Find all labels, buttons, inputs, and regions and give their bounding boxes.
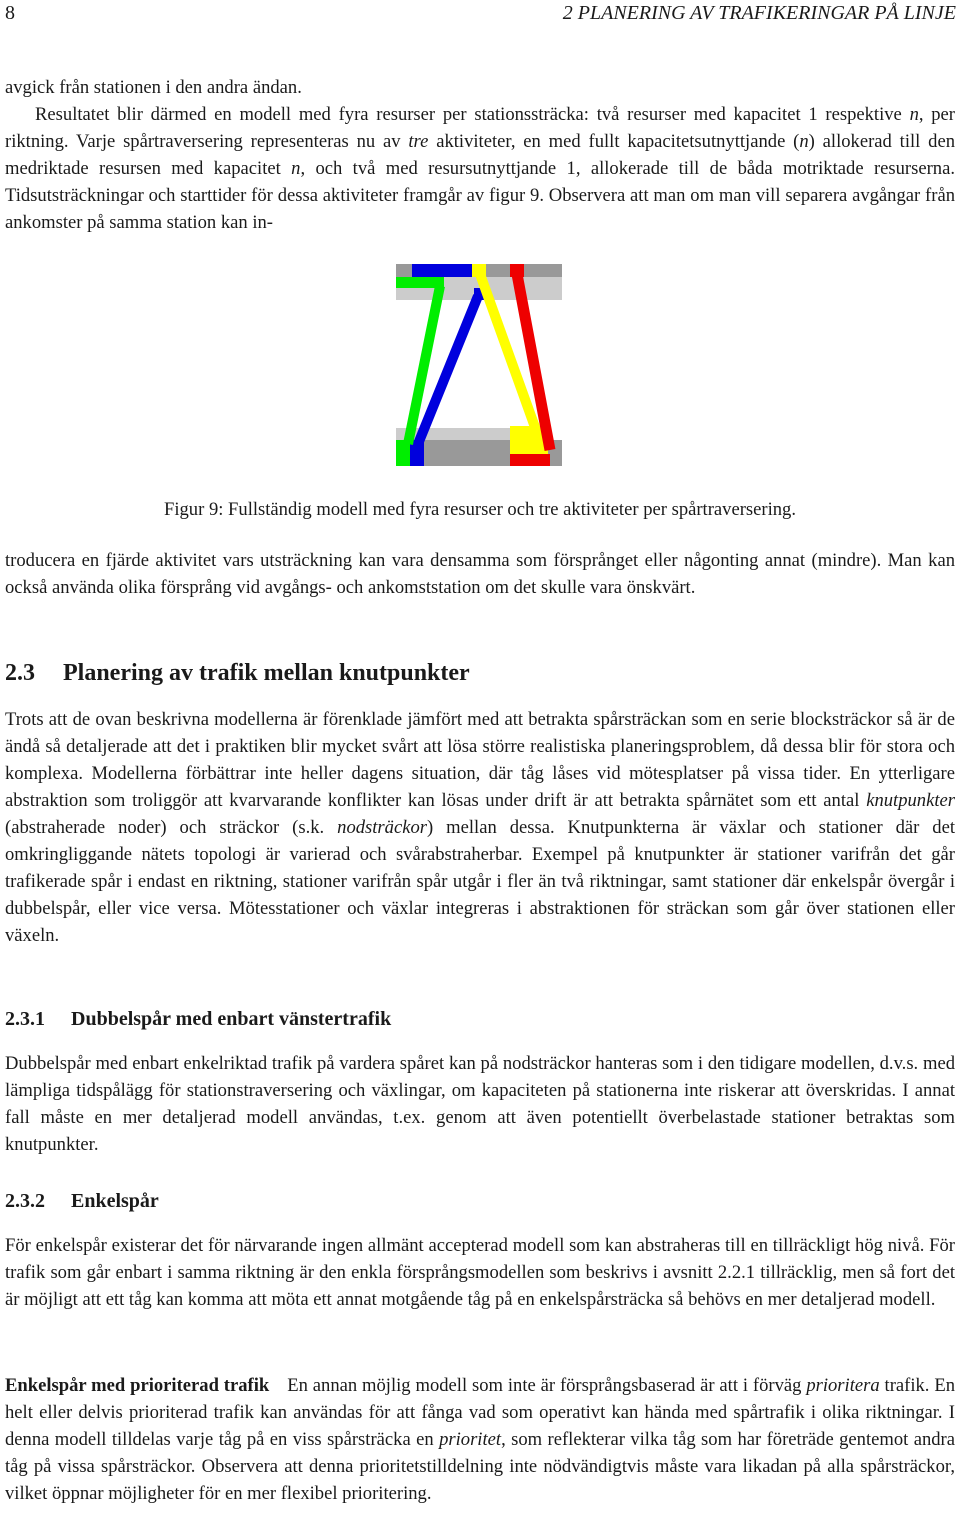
section-2-3-1-paragraph: Dubbelspår med enbart enkelriktad trafik på vardera spåret kan på nodsträckor hanteras som i den tidigare modellen, d.v.s. med lämpliga tidspålägg för stationstraversering och växlingar, om kapaciteten på stationerna inte riskerar att överskridas. I annat fall måste en mer detaljerad modell användas, t.ex. genom att även potentiellt överbelastade stationer betraktas som knutpunkter. bbox=[5, 1053, 955, 1155]
subsection-number: 2.3.1 bbox=[5, 1008, 45, 1030]
figure-9 bbox=[396, 262, 564, 468]
after-figure-text: troducera en fjärde aktivitet vars utsträckning kan vara densamma som försprånget eller någonting annat (mindre). Man kan också använda olika försprång vid avgångs- och ankomststation om det skulle vara önskvärt. bbox=[5, 550, 955, 598]
bottom-red-activity bbox=[510, 454, 550, 466]
paragraph-heading: Enkelspår med prioriterad trafik bbox=[5, 1375, 270, 1396]
section-2-3-paragraph: Trots att de ovan beskrivna modellerna är förenklade jämfört med att betrakta spårsträckan som en serie blocksträckor så är de ändå så detaljerade att det i praktiken blir mycket svårt att lösa större realistiska planeringsproblem, då dessa blir för stora och komplexa. Modellerna förbättrar inte heller dagens situation, där tåg låses vid mötesplatser på vissa tider. En ytterligare abstraktion som troliggör att kvarvarande konflikter kan lösas under drift är att betrakta spårnätet som ett antal knutpunkter (abstraherade noder) och sträckor (s.k. nodsträckor) mellan dessa. Knutpunkterna är växlar och stationer där det omkringliggande nätets topologi är varierad och svårabstraherbar. Exempel på knutpunkter är stationer varifrån det går trafikerade spår i endast en riktning, stationer varifrån spår utgår i fler än två riktningar, samt stationer där enkelspår övergår i dubbelspår, eller vice versa. Mötesstationer och växlar integreras i abstraktionen för sträckan som går över stationen eller växeln. bbox=[5, 709, 955, 946]
section-heading-2-3 bbox=[5, 660, 470, 687]
subsection-number: 2.3.2 bbox=[5, 1190, 45, 1212]
intro-paragraph: Resultatet blir därmed en modell med fyra resurser per stationssträcka: två resurser med kapacitet 1 respektive n, per riktning. Varje spårtraversering representeras nu av tre aktiviteter, en med fullt kapacitetsutnyttjande (n) allokerad till den medriktade resursen med kapacitet n, och två med resursutnyttjande 1, allokerade till de båda motriktade resurserna. Tidsutsträckningar och starttider för dessa aktiviteter framgår av figur 9. Observera att man om man vill separera avgångar från ankomster på samma station kan in- bbox=[5, 104, 956, 233]
top-blue-activity bbox=[412, 264, 472, 277]
intro-text bbox=[5, 74, 955, 236]
figure-caption: Figur 9: Fullständig modell med fyra resurser och tre aktiviteter per spårtraversering. bbox=[164, 499, 796, 520]
chapter-title: 2 PLANERING AV TRAFIKERINGAR PÅ LINJE bbox=[562, 2, 956, 24]
section-2-3-2-paragraph: För enkelspår existerar det för närvarande ingen allmänt accepterad modell som kan abstraheras till en tillräckligt hög nivå. För trafik som går enbart i samma riktning är den enkla försprångsmodellen som beskrivs i avsnitt 2.2.1 tillräcklig, men så fort det är möjligt att ett tåg kan komma att möta ett annat motgående tåg på en enkelspårsträcka så behövs en mer detaljerad modell. bbox=[5, 1235, 955, 1310]
section-title: Planering av trafik mellan knutpunkter bbox=[63, 660, 470, 686]
subsection-title: Dubbelspår med enbart vänstertrafik bbox=[71, 1008, 392, 1030]
priority-paragraph: Enkelspår med prioriterad trafik En annan möjlig modell som inte är försprångsbaserad är att i förväg prioritera trafik. En helt eller delvis prioriterad trafik kan användas för att fånga vad som operativt kan hända med spårtrafik i olika riktningar. I denna modell tilldelas varje tåg på en viss spårsträcka en prioritet, som reflekterar vilka tåg som har företräde gentemot andra tåg på vissa spårsträckor. Observera att denna prioritetstilldelning inte nödvändigtvis måste vara likadan på alla spårsträckor, vilket öppnar möjligheter för en mer flexibel prioritering. bbox=[5, 1375, 955, 1504]
subsection-title: Enkelspår bbox=[71, 1190, 159, 1212]
page-number: 8 bbox=[5, 2, 15, 24]
resource-diagram bbox=[396, 262, 564, 468]
section-number: 2.3 bbox=[5, 660, 35, 686]
section-heading-2-3-2 bbox=[5, 1190, 159, 1213]
section-heading-2-3-1 bbox=[5, 1008, 391, 1031]
running-header bbox=[5, 2, 956, 28]
intro-line: avgick från stationen i den andra ändan. bbox=[5, 77, 302, 98]
